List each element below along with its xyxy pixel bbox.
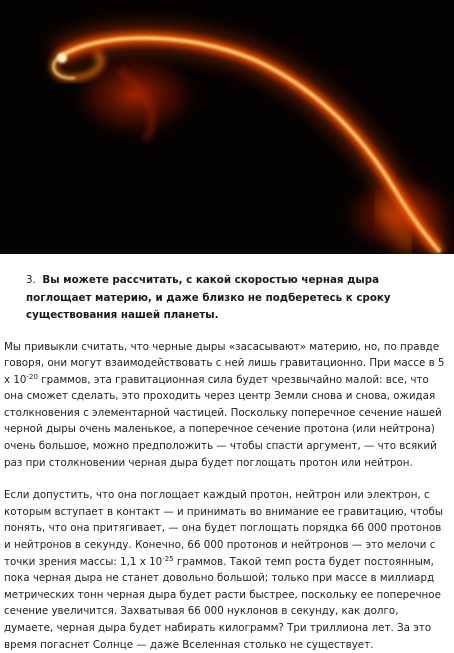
- gas-cloud-left: [65, 47, 205, 143]
- section-heading: [26, 272, 446, 325]
- paragraph-2-text-b: граммов. Такой темп роста будет постоянным, пока черная дыра не станет довольно большой; только при массе в миллиард метрических тонн черная дыра будет расти быстрее, поскольку ее поперечное сечение увеличится. Захватывая 66 000 нуклонов в секунду, как долго, думаете, черная дыра будет набирать килограмм? Три триллиона лет. За это время погаснет Солнце — даже Вселенная столько не существует.: [4, 555, 441, 651]
- paragraph-2-exponent: -25: [162, 554, 174, 563]
- paragraph-1-text-a: Мы привыкли считать, что черные дыры «засасывают» материю, но, по правде говоря, они могут взаимодействовать с ней лишь гравитационно. При массе в 5 x 10: [4, 340, 445, 386]
- black-hole-image: [0, 0, 454, 254]
- paragraph-1: [4, 339, 446, 472]
- paragraph-1-text-b: граммов, эта гравитационная сила будет чрезвычайно малой: все, что она сможет сделать, это проходить через центр Земли снова и снова, ожидая столкновения с элементарной частицей. Поскольку поперечное сечение нашей черной дыры очень маленькое, а поперечное сечение протона (или нейтрона) очень большое, можно предположить — чтобы спасти аргумент, — что всякий раз при столкновении черная дыра будет поглощать протон или нейтрон.: [4, 373, 442, 469]
- paragraph-1-exponent: -20: [26, 372, 38, 381]
- accretion-stream-illustration: [0, 0, 454, 254]
- section-number: 3.: [26, 274, 36, 286]
- paragraph-2: [4, 487, 446, 653]
- paragraph-2-text-a: Если допустить, что она поглощает каждый протон, нейтрон или электрон, с которым вступает в контакт — и принимать во внимание ее гравитацию, чтобы понять, что она притягивает, — она будет поглощать порядка 66 000 протонов и нейтронов в секунду. Конечно, 66 000 протонов и нейтронов — это мелочи с точки зрения массы: 1,1 x 10: [4, 489, 444, 568]
- section-heading-text: Вы можете рассчитать, с какой скоростью черная дыра поглощает материю, и даже близко не подберетесь к сроку существования нашей планеты.: [26, 274, 391, 321]
- article-body: [0, 254, 454, 653]
- black-hole-point: [57, 53, 67, 63]
